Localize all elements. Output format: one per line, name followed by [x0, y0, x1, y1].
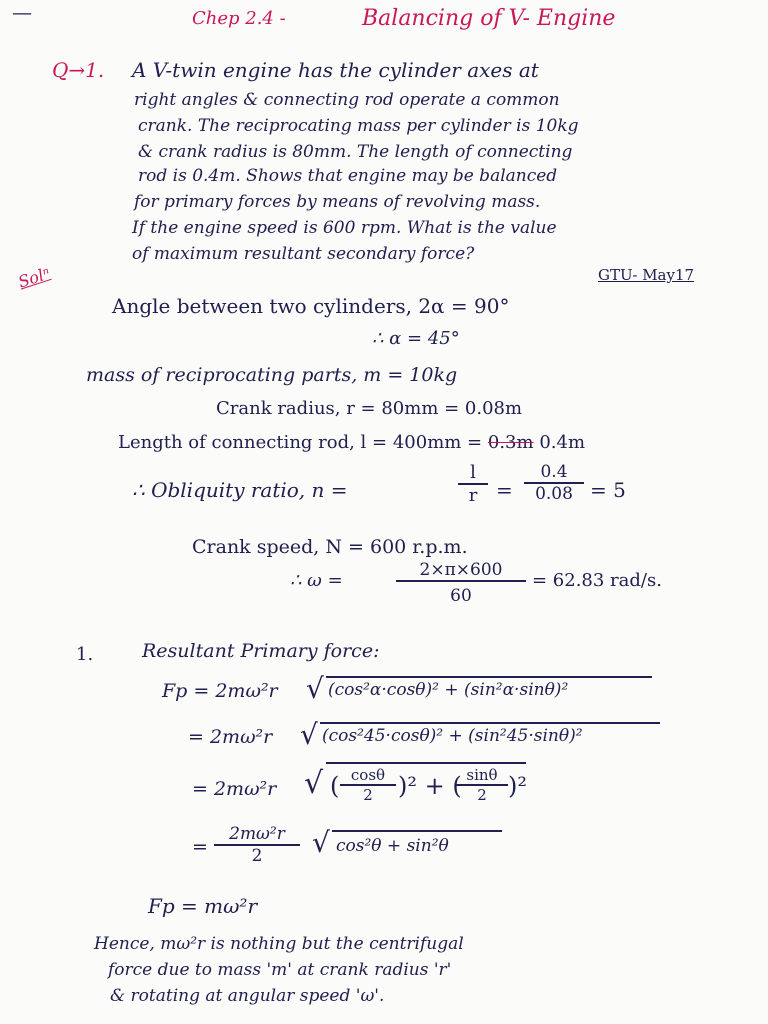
fraction-denominator: 2: [477, 786, 487, 804]
length-struck: 0.3m: [487, 432, 534, 453]
fraction-denominator: r: [468, 485, 478, 506]
eq4-equals: =: [192, 836, 208, 858]
question-line: of maximum resultant secondary force?: [132, 244, 475, 264]
question-label: Q→1.: [52, 58, 105, 82]
paren-close: )²: [508, 772, 527, 800]
solution-label: Solⁿ: [15, 263, 53, 292]
sqrt-bar: [332, 830, 502, 832]
conclusion-line: force due to mass 'm' at crank radius 'r': [108, 960, 452, 980]
alpha-line: ∴ α = 45°: [372, 328, 460, 349]
length-line: [118, 432, 585, 453]
question-line: A V-twin engine has the cylinder axes at: [132, 58, 539, 82]
paren-close-plus: )² + (: [398, 772, 462, 800]
chapter-label: Chep 2.4 -: [192, 8, 286, 29]
eq2-rhs: (cos²45·cosθ)² + (sin²45·sinθ)²: [322, 726, 583, 746]
fraction-numerator: cosθ: [340, 766, 396, 786]
question-line: crank. The reciprocating mass per cylinder is 10kg: [138, 116, 579, 136]
obliquity-fraction-lr: [458, 462, 488, 506]
eq4-fraction: [214, 824, 300, 866]
angle-line: Angle between two cylinders, 2α = 90°: [112, 294, 510, 318]
eq1-rhs: (cos²α·cosθ)² + (sin²α·sinθ)²: [328, 680, 569, 700]
question-line: right angles & connecting rod operate a common: [134, 90, 560, 110]
sqrt-bar: [320, 722, 660, 724]
crank-line: Crank radius, r = 80mm = 0.08m: [216, 398, 523, 419]
eq3-fraction-cos: [340, 766, 396, 804]
conclusion-line: Hence, mω²r is nothing but the centrifugal: [94, 934, 464, 954]
fraction-denominator: 0.08: [535, 484, 573, 504]
question-line: & crank radius is 80mm. The length of connecting: [138, 142, 573, 162]
eq4-rhs: cos²θ + sin²θ: [336, 836, 449, 856]
fraction-numerator: l: [458, 462, 488, 485]
length-value: 0.4m: [539, 432, 586, 453]
fraction-numerator: sinθ: [456, 766, 508, 786]
sqrt-symbol: √: [306, 672, 324, 705]
conclusion-line: & rotating at angular speed 'ω'.: [110, 986, 385, 1006]
length-prefix: Length of connecting rod, l = 400mm =: [118, 432, 483, 453]
section-number: 1.: [76, 644, 94, 665]
fraction-numerator: 2×π×600: [396, 560, 526, 582]
sqrt-symbol: √: [312, 826, 330, 859]
sqrt-symbol: √: [300, 718, 318, 751]
omega-result: = 62.83 rad/s.: [532, 570, 662, 591]
mass-line: mass of reciprocating parts, m = 10kg: [86, 364, 458, 386]
header-dash: —: [12, 0, 32, 24]
question-source: GTU- May17: [598, 266, 695, 284]
speed-line: Crank speed, N = 600 r.p.m.: [192, 536, 468, 558]
obliquity-equals: =: [496, 478, 513, 502]
obliquity-result: = 5: [590, 478, 626, 502]
eq5: Fp = mω²r: [148, 894, 258, 918]
question-line: for primary forces by means of revolving mass.: [134, 192, 541, 212]
obliquity-fraction-values: [524, 462, 584, 504]
sqrt-bar: [326, 676, 652, 678]
eq3-lhs: = 2mω²r: [192, 778, 277, 800]
sqrt-bar: [326, 762, 526, 764]
omega-fraction: [396, 560, 526, 606]
sqrt-symbol: √: [304, 766, 324, 801]
question-line: If the engine speed is 600 rpm. What is the value: [132, 218, 557, 238]
paren-open: (: [330, 772, 340, 800]
omega-prefix: ∴ ω =: [290, 570, 343, 591]
eq1-lhs: Fp = 2mω²r: [162, 680, 278, 702]
fraction-denominator: 2: [363, 786, 373, 804]
page-title: Balancing of V- Engine: [362, 6, 616, 31]
fraction-denominator: 2: [251, 846, 263, 866]
fraction-numerator: 2mω²r: [214, 824, 300, 846]
section-heading: Resultant Primary force:: [142, 640, 380, 662]
fraction-numerator: 0.4: [524, 462, 584, 484]
fraction-denominator: 60: [450, 586, 472, 606]
question-line: rod is 0.4m. Shows that engine may be balanced: [138, 166, 558, 186]
eq2-lhs: = 2mω²r: [188, 726, 273, 748]
eq3-fraction-sin: [456, 766, 508, 804]
obliquity-prefix: ∴ Obliquity ratio, n =: [132, 478, 348, 502]
